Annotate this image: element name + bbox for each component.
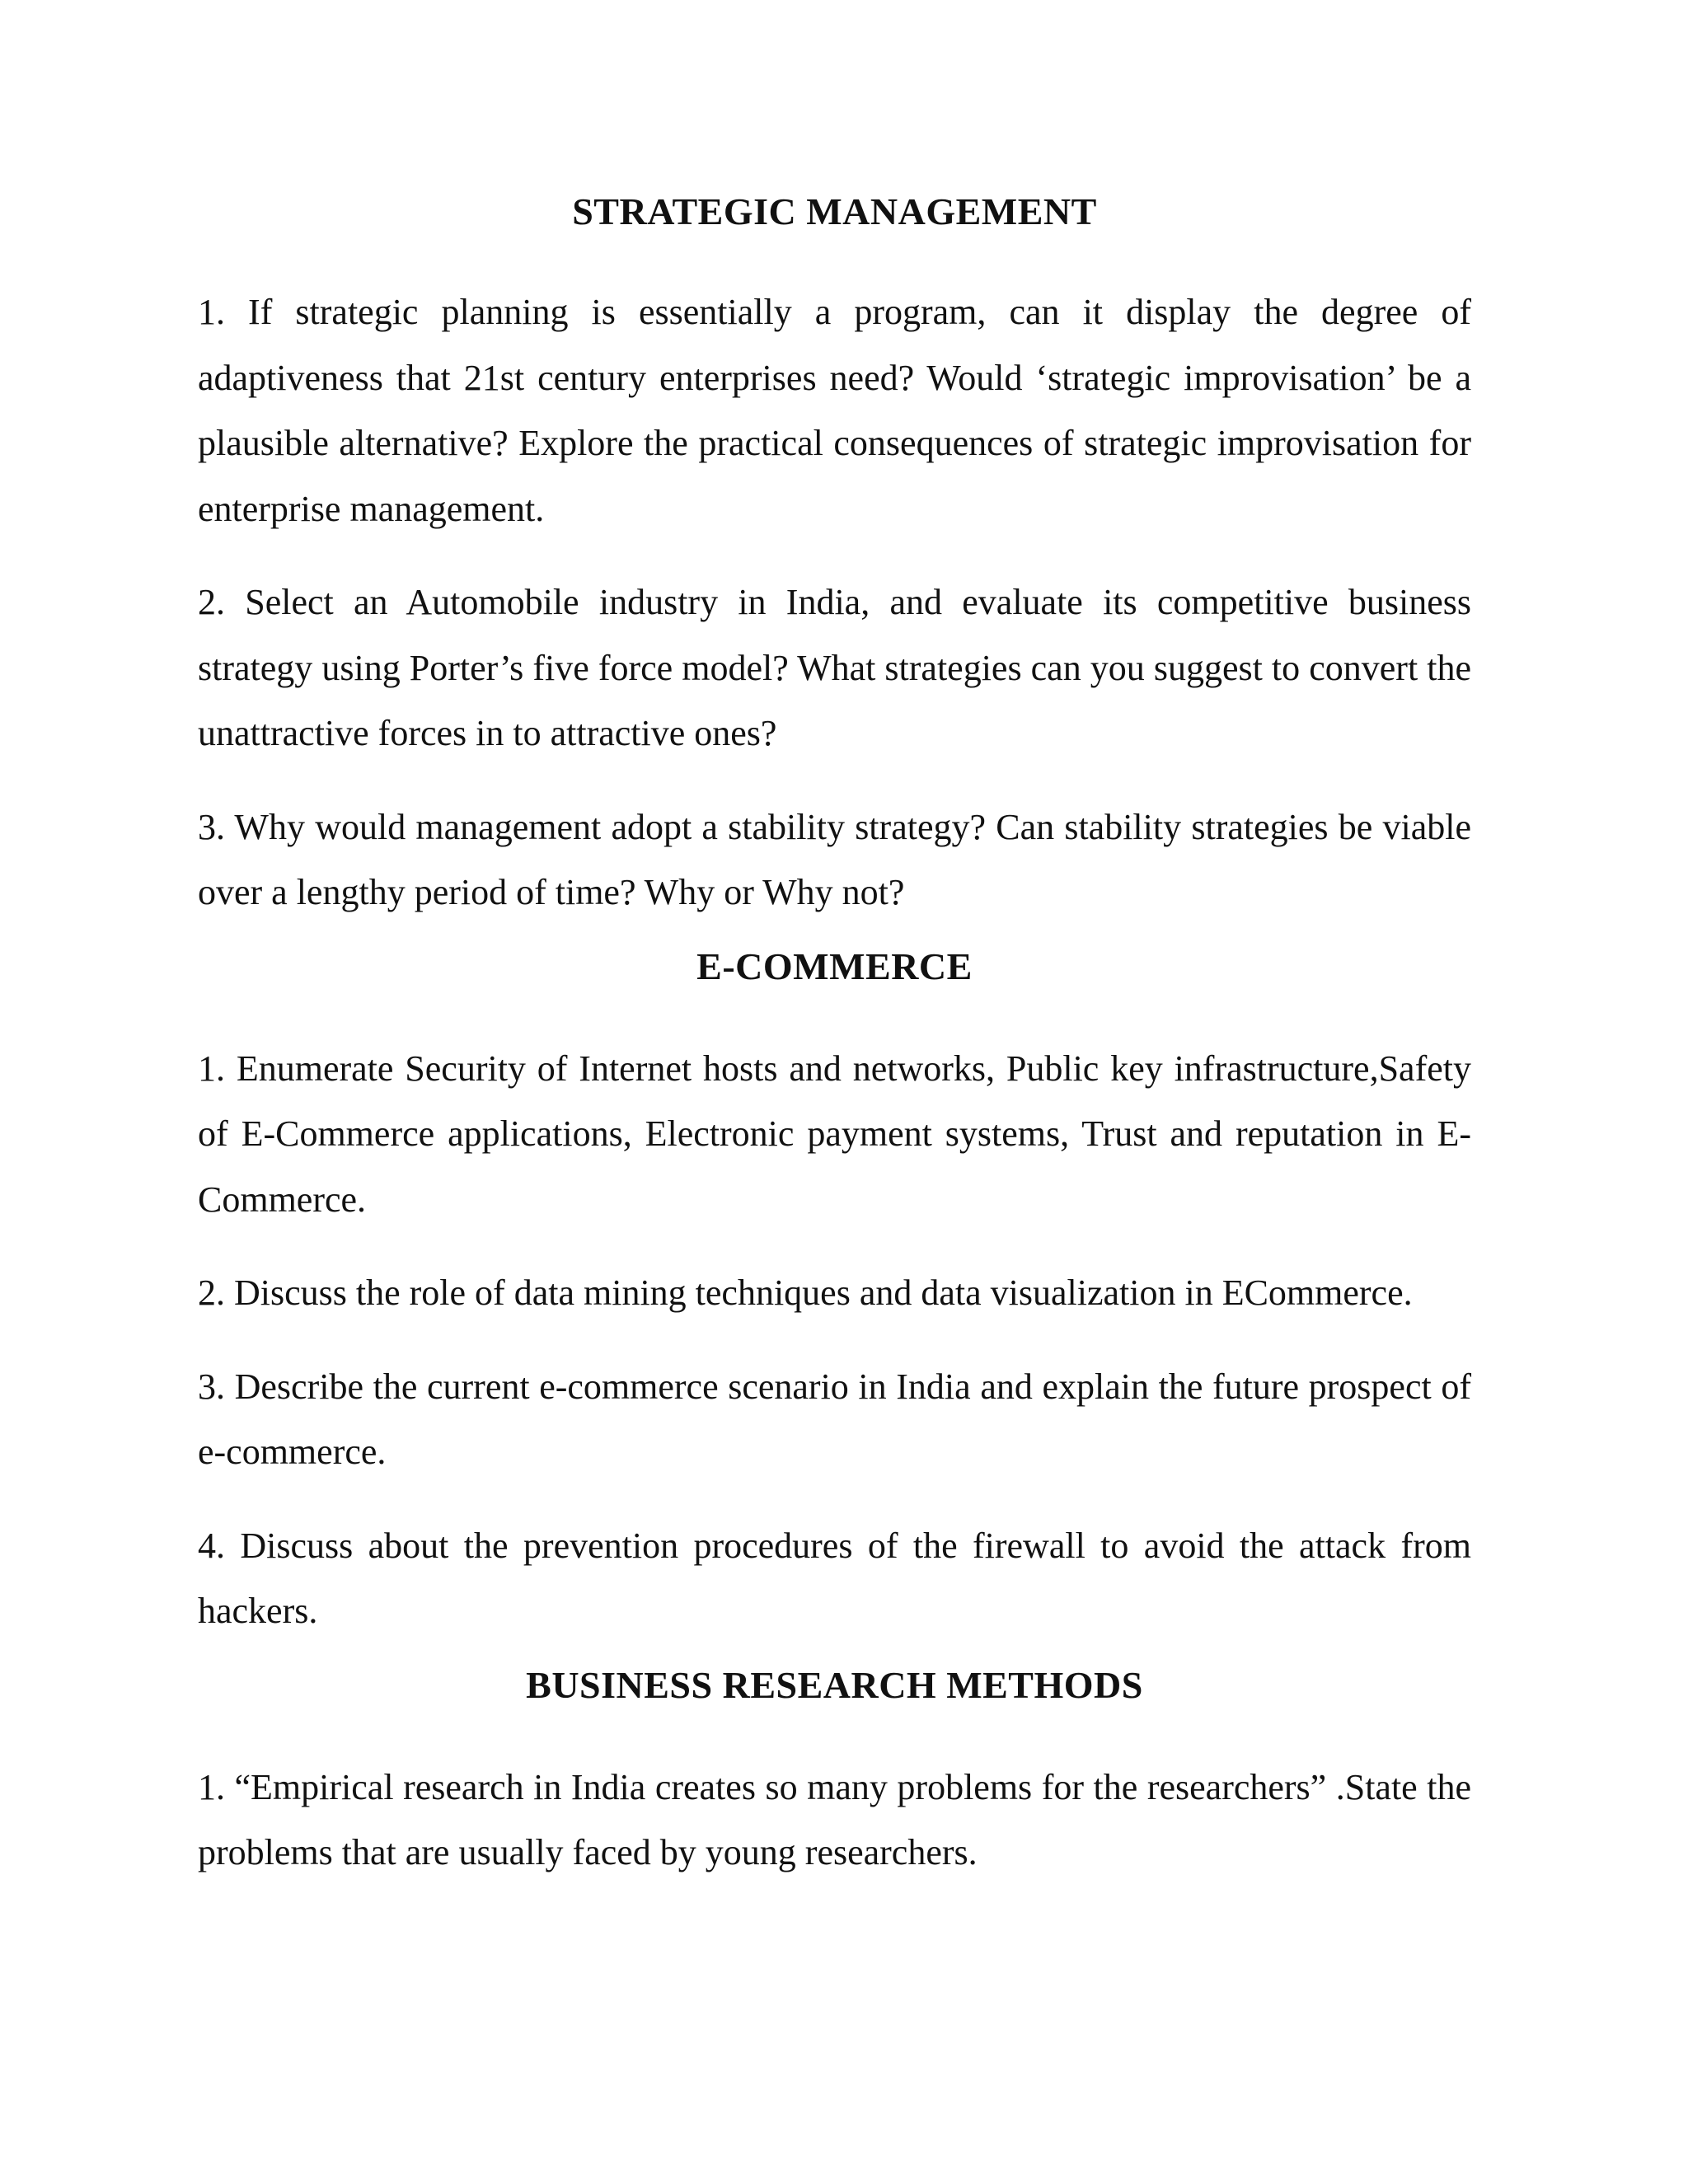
section-heading-business-research-methods: BUSINESS RESEARCH METHODS [526,1663,1143,1706]
question-brm-1: 1. “Empirical research in India creates so many problems for the researchers” .State the problems that are usually faced by young researchers. [198,1766,1471,1872]
section-heading-e-commerce: E-COMMERCE [696,944,973,987]
question-ec-3: 3. Describe the current e-commerce scenario in India and explain the future prospect of e-commerce. [198,1366,1471,1472]
question-ec-1: 1. Enumerate Security of Internet hosts and networks, Public key infrastructure,Safety of E-Commerce applications, Electronic payment systems, Trust and reputation in E-Commerce. [198,1047,1471,1220]
section-heading-strategic-management: STRATEGIC MANAGEMENT [572,190,1097,232]
question-sm-2: 2. Select an Automobile industry in India, and evaluate its competitive business strategy using Porter’s five force model? What strategies can you suggest to convert the unattractive forces in to attractive ones? [198,582,1471,753]
question-ec-4: 4. Discuss about the prevention procedures of the firewall to avoid the attack from hackers. [198,1525,1471,1631]
question-ec-2: 2. Discuss the role of data mining techniques and data visualization in ECommerce. [198,1272,1413,1313]
question-sm-3: 3. Why would management adopt a stability strategy? Can stability strategies be viable over a lengthy period of time? Why or Why not? [198,806,1471,912]
question-sm-1: 1. If strategic planning is essentially a program, can it display the degree of adaptiveness that 21st century enterprises need? Would ‘strategic improvisation’ be a plausible alternative? Explore the practical consequences of strategic improvisation for enterprise management. [198,292,1471,529]
document-content [198,185,1471,1886]
